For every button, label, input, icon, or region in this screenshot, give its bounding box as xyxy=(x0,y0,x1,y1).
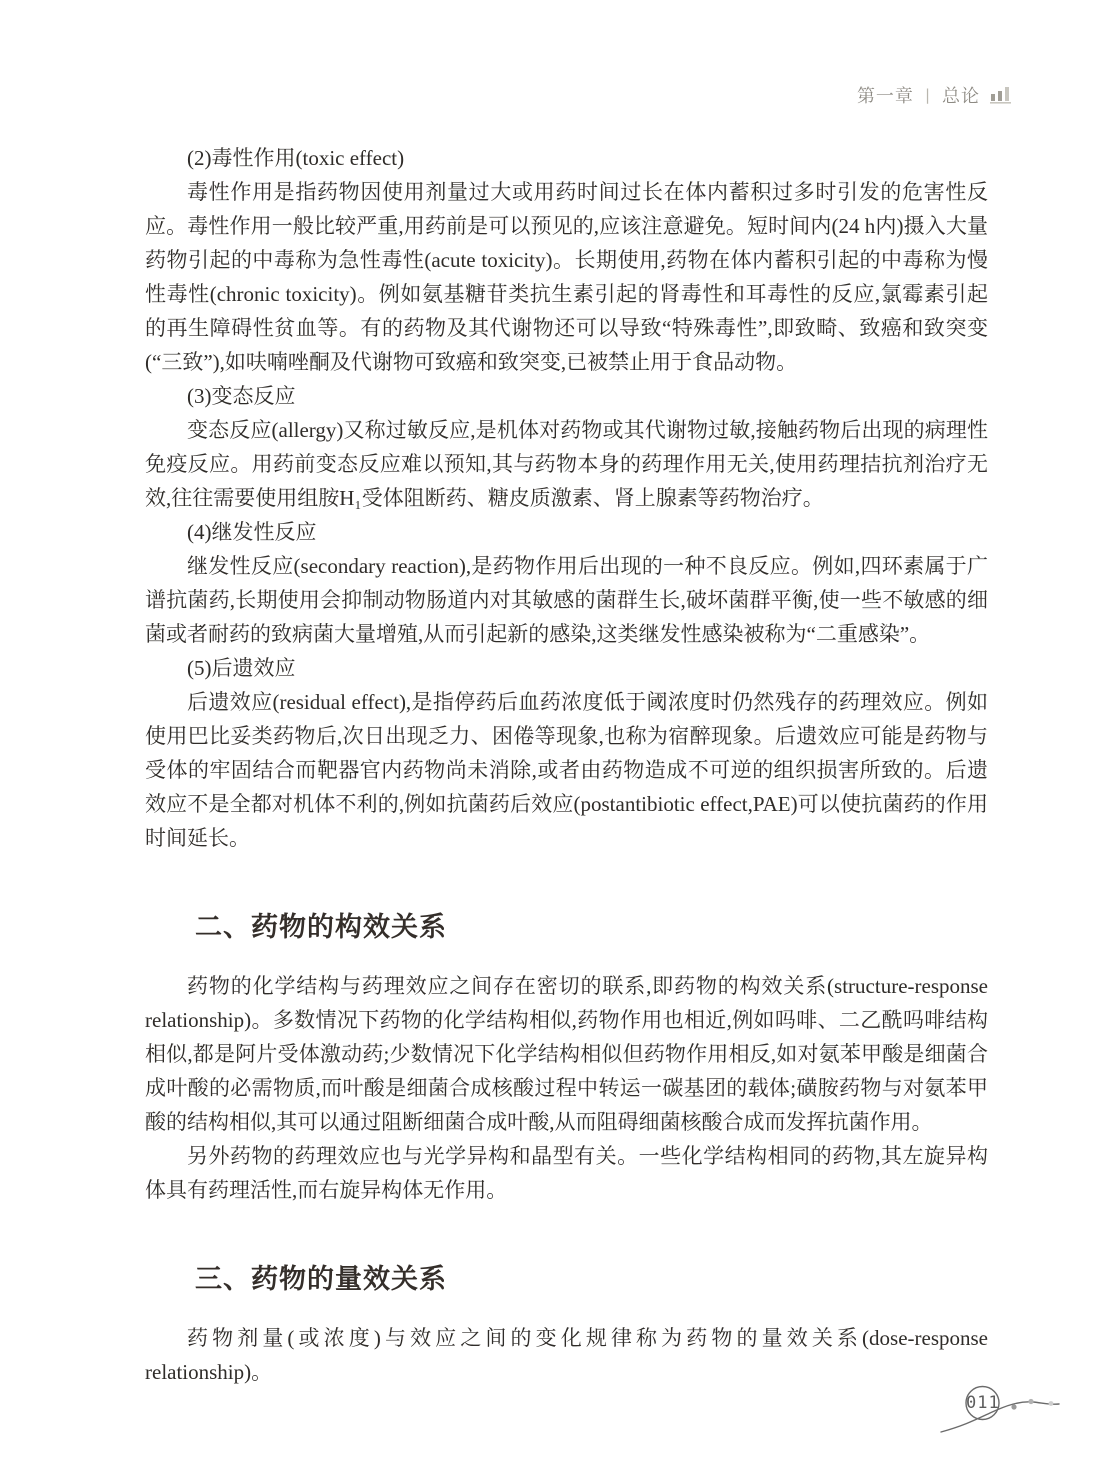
chapter-label: 第一章 xyxy=(856,86,914,107)
subheading-secondary-reaction: (4)继发性反应 xyxy=(187,520,317,544)
paragraph-structure-activity-2: 另外药物的药理效应也与光学异构和晶型有关。一些化学结构相同的药物,其左旋异构体具有药理活性,而右旋异构体无作用。 xyxy=(145,1144,988,1202)
page-footer xyxy=(935,1376,1085,1446)
paragraph-dose-response: 药物剂量(或浓度)与效应之间的变化规律称为药物的量效关系(dose-response relationship)。 xyxy=(145,1326,988,1384)
heading-dose-response-relationship: 三、药物的量效关系 xyxy=(195,1264,447,1295)
bar-chart-icon xyxy=(989,84,1015,106)
subheading-allergy: (3)变态反应 xyxy=(187,384,296,408)
heading-structure-activity-relationship: 二、药物的构效关系 xyxy=(195,912,447,943)
paragraph-toxic-effect: 毒性作用是指药物因使用剂量过大或用药时间过长在体内蓄积过多时引发的危害性反应。毒性作用一般比较严重,用药前是可以预见的,应该注意避免。短时间内(24 h内)摄入大量药物引起的中毒称为急性毒性(acute toxicity)。长期使用,药物在体内蓄积引起的中毒称为慢性毒性(chronic toxicity)。例如氨基糖苷类抗生素引起的肾毒性和耳毒性的反应,氯霉素引起的再生障碍性贫血等。有的药物及其代谢物还可以导致“特殊毒性”,即致畸、致癌和致突变(“三致”),如呋喃唑酮及代谢物可致癌和致突变,已被禁止用于食品动物。 xyxy=(145,180,988,374)
running-header xyxy=(857,82,1015,108)
subheading-residual-effect: (5)后遗效应 xyxy=(187,656,296,680)
paragraph-allergy: 变态反应(allergy)又称过敏反应,是机体对药物或其代谢物过敏,接触药物后出现的病理性免疫反应。用药前变态反应难以预知,其与药物本身的药理作用无关,使用药理拮抗剂治疗无效,往往需要使用组胺H₁受体阻断药、糖皮质激素、肾上腺素等药物治疗。 xyxy=(145,418,988,510)
paragraph-residual-effect: 后遗效应(residual effect),是指停药后血药浓度低于阈浓度时仍然残存的药理效应。例如使用巴比妥类药物后,次日出现乏力、困倦等现象,也称为宿醉现象。后遗效应可能是药物与受体的牢固结合而靶器官内药物尚未消除,或者由药物造成不可逆的组织损害所致的。后遗效应不是全都对机体不利的,例如抗菌药后效应(postantibiotic effect,PAE)可以使抗菌药的作用时间延长。 xyxy=(145,690,988,850)
footer-wave-decoration xyxy=(935,1376,1085,1446)
page-content xyxy=(145,141,988,1389)
paragraph-structure-activity-1: 药物的化学结构与药理效应之间存在密切的联系,即药物的构效关系(structure-response relationship)。多数情况下药物的化学结构相似,药物作用也相近,例如吗啡、二乙酰吗啡结构相似,都是阿片受体激动药;少数情况下化学结构相似但药物作用相反,如对氨苯甲酸是细菌合成叶酸的必需物质,而叶酸是细菌合成核酸过程中转运一碳基团的载体;磺胺药物与对氨苯甲酸的结构相似,其可以通过阻断细菌合成叶酸,从而阻碍细菌核酸合成而发挥抗菌作用。 xyxy=(145,974,988,1134)
subheading-toxic-effect: (2)毒性作用(toxic effect) xyxy=(187,146,405,170)
paragraph-secondary-reaction: 继发性反应(secondary reaction),是药物作用后出现的一种不良反应。例如,四环素属于广谱抗菌药,长期使用会抑制动物肠道内对其敏感的菌群生长,破坏菌群平衡,使一些不敏感的细菌或者耐药的致病菌大量增殖,从而引起新的感染,这类继发性感染被称为“二重感染”。 xyxy=(145,554,988,646)
page-number: 011 xyxy=(966,1393,1000,1413)
header-separator: | xyxy=(924,86,931,104)
section-label: 总论 xyxy=(942,86,980,107)
